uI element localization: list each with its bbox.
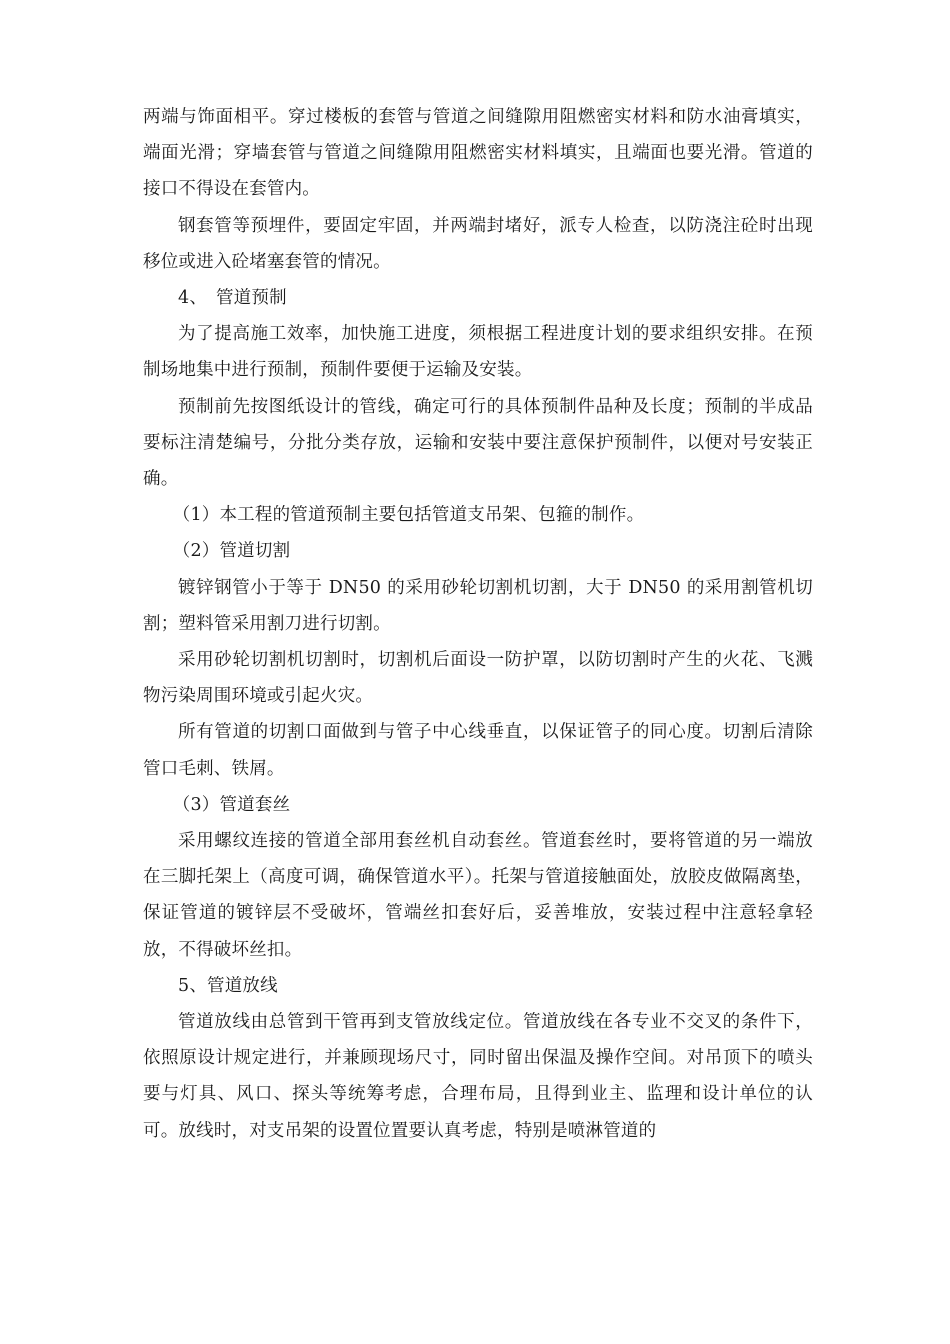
section-heading-pipe-prefab: 4、 管道预制 <box>178 288 287 309</box>
subheading-pipe-cutting: （2）管道切割 <box>172 541 291 562</box>
subheading-pipe-threading: （3）管道套丝 <box>172 794 291 815</box>
paragraph-cutting-perpendicular: 所有管道的切割口面做到与管子中心线垂直，以保证管子的同心度。切割后清除管口毛刺、铁屑。 <box>143 722 813 779</box>
paragraph-threading: 采用螺纹连接的管道全部用套丝机自动套丝。管道套丝时，要将管道的另一端放在三脚托架上（高度可调，确保管道水平）。托架与管道接触面处，放胶皮做隔离垫，保证管道的镀锌层不受破坏，管端丝扣套好后，妥善堆放，安装过程中注意轻拿轻放，不得破坏丝扣。 <box>143 831 813 960</box>
paragraph-layout: 管道放线由总管到干管再到支管放线定位。管道放线在各专业不交叉的条件下，依照原设计规定进行，并兼顾现场尺寸，同时留出保温及操作空间。对吊顶下的喷头要与灯具、风口、探头等统筹考虑，合理布局，且得到业主、监理和设计单位的认可。放线时，对支吊架的设置位置要认真考虑，特别是喷淋管道的 <box>143 1012 813 1141</box>
section-heading-pipe-layout: 5、管道放线 <box>178 975 278 996</box>
paragraph-steel-sleeve: 钢套管等预埋件，要固定牢固，并两端封堵好，派专人检查，以防浇注砼时出现移位或进入砼堵塞套管的情况。 <box>143 215 813 272</box>
paragraph-prefab-efficiency: 为了提高施工效率，加快施工进度，须根据工程进度计划的要求组织安排。在预制场地集中进行预制，预制件要便于运输及安装。 <box>143 324 813 381</box>
paragraph-cutting-guard: 采用砂轮切割机切割时，切割机后面设一防护罩，以防切割时产生的火花、飞溅物污染周围环境或引起火灾。 <box>143 650 813 707</box>
paragraph-continuation: 两端与饰面相平。穿过楼板的套管与管道之间缝隙用阻燃密实材料和防水油膏填实，端面光滑；穿墙套管与管道之间缝隙用阻燃密实材料填实，且端面也要光滑。管道的接口不得设在套管内。 <box>143 107 813 200</box>
paragraph-cutting-methods: 镀锌钢管小于等于 DN50 的采用砂轮切割机切割，大于 DN50 的采用割管机切割；塑料管采用割刀进行切割。 <box>143 577 813 634</box>
document-body <box>143 99 813 1149</box>
paragraph-prefab-drawings: 预制前先按图纸设计的管线，确定可行的具体预制件品种及长度；预制的半成品要标注清楚编号，分批分类存放，运输和安装中要注意保护预制件，以便对号安装正确。 <box>143 396 813 490</box>
list-item-1: （1）本工程的管道预制主要包括管道支吊架、包箍的制作。 <box>172 505 645 526</box>
